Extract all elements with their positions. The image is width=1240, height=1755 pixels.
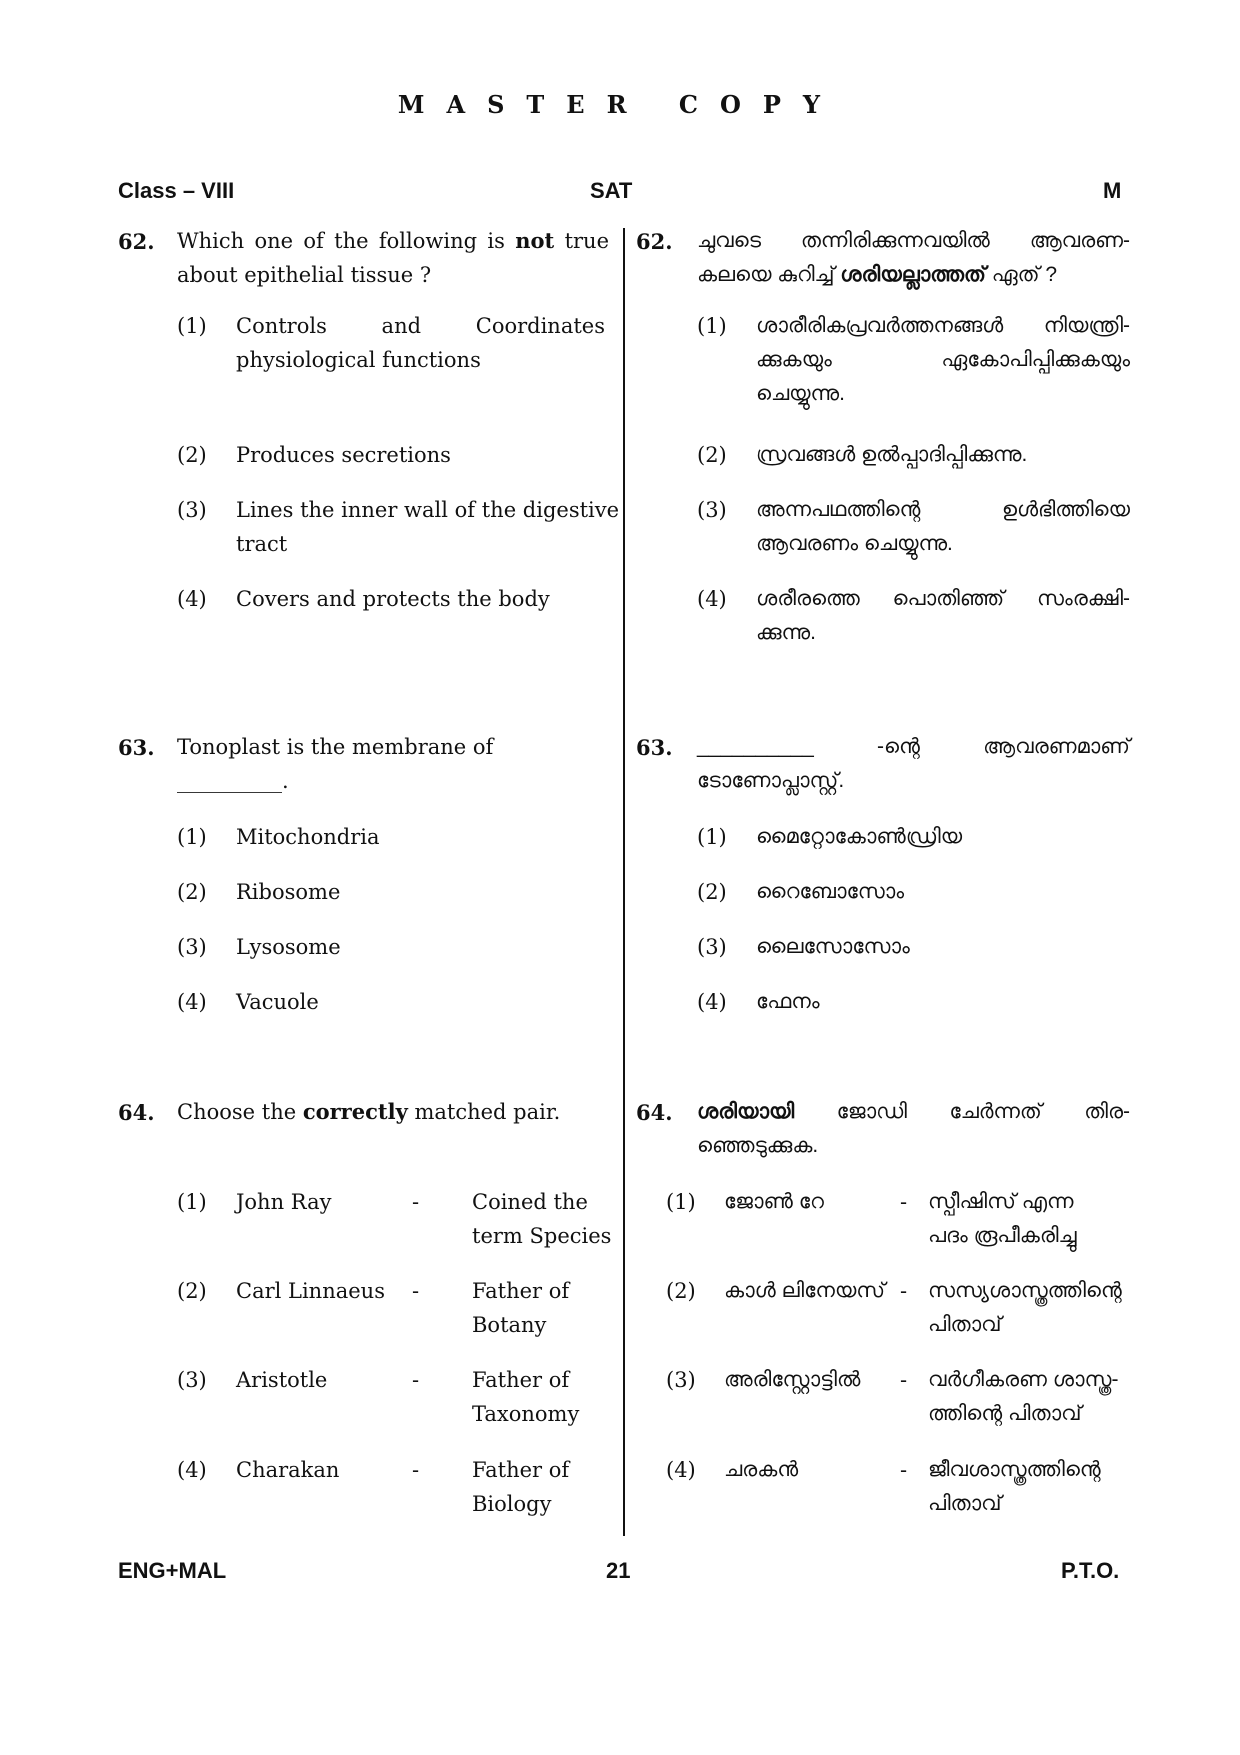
- option-desc-line2: Botany: [472, 1313, 547, 1337]
- dash: -: [900, 1190, 908, 1214]
- option-text: മൈറ്റോകോൺഡ്രിയ: [756, 825, 963, 848]
- option-number: (4): [177, 1458, 207, 1482]
- option-text: ഫേനം: [756, 990, 820, 1013]
- dash: -: [412, 1190, 420, 1214]
- option-text: റൈബോസോം: [756, 880, 905, 903]
- option-name: Carl Linnaeus: [236, 1279, 385, 1303]
- option-number: (2): [697, 443, 727, 467]
- option-desc-line2: ത്തിന്റെ പിതാവ്: [928, 1402, 1082, 1425]
- option-text: ശാരീരികപ്രവർത്തനങ്ങൾ നിയന്ത്രി-: [756, 314, 1130, 337]
- option-number: (2): [177, 1279, 207, 1303]
- option-text-line2: ക്കുകയും ഏകോപിപ്പിക്കുകയും: [756, 348, 1130, 371]
- dash: -: [412, 1458, 420, 1482]
- option-number: (1): [666, 1190, 696, 1214]
- option-text: സ്രവങ്ങൾ ഉൽപ്പാദിപ്പിക്കുന്നു.: [756, 443, 1028, 466]
- option-number: (2): [697, 880, 727, 904]
- class-label: Class – VIII: [118, 178, 235, 203]
- option-desc: Father of: [472, 1279, 570, 1303]
- option-number: (1): [697, 314, 727, 338]
- option-number: (4): [177, 990, 207, 1014]
- question-number: 63.: [118, 735, 155, 760]
- option-name: ചരകൻ: [724, 1458, 799, 1481]
- option-name: Charakan: [236, 1458, 340, 1482]
- option-text: Controls and Coordinates: [236, 314, 605, 338]
- option-number: (3): [697, 935, 727, 959]
- question-number: 64.: [118, 1100, 155, 1125]
- option-number: (1): [697, 825, 727, 849]
- option-desc: Father of: [472, 1458, 570, 1482]
- option-text-line2: ക്കുന്നു.: [756, 621, 816, 644]
- option-desc-line2: Taxonomy: [472, 1402, 580, 1426]
- option-desc-line2: പിതാവ്: [928, 1492, 1002, 1515]
- option-text: അന്നപഥത്തിന്റെ ഉൾഭിത്തിയെ: [756, 498, 1130, 521]
- option-text: Lines the inner wall of the digestive: [236, 498, 620, 522]
- question-text: ചുവടെ തന്നിരിക്കുന്നവയിൽ ആവരണ-: [697, 229, 1130, 252]
- option-desc-line2: term Species: [472, 1224, 612, 1248]
- dash: -: [900, 1458, 908, 1482]
- option-number: (1): [177, 1190, 207, 1214]
- option-number: (1): [177, 314, 207, 338]
- pto-label: P.T.O.: [1061, 1558, 1120, 1583]
- dash: -: [412, 1368, 420, 1392]
- option-number: (3): [697, 498, 727, 522]
- option-text: ലൈസോസോം: [756, 935, 910, 958]
- option-name: കാൾ ലിനേയസ്: [724, 1279, 886, 1302]
- option-number: (2): [666, 1279, 696, 1303]
- option-text: Produces secretions: [236, 443, 451, 467]
- column-divider: [623, 228, 625, 1536]
- option-number: (1): [177, 825, 207, 849]
- question-text: ശരിയായി ജോഡി ചേർന്നത് തിര-: [697, 1100, 1130, 1123]
- question-text: Choose the correctly matched pair.: [177, 1099, 561, 1124]
- exam-label: SAT: [590, 178, 633, 203]
- option-text: Mitochondria: [236, 825, 380, 849]
- option-number: (3): [177, 498, 207, 522]
- question-text-line2: about epithelial tissue ?: [177, 263, 432, 287]
- question-text-line2: ഞ്ഞെടുക്കുക.: [697, 1134, 819, 1157]
- option-text: ശരീരത്തെ പൊതിഞ്ഞ് സംരക്ഷി-: [756, 587, 1130, 610]
- option-text-line2: physiological functions: [236, 348, 481, 372]
- option-number: (4): [177, 587, 207, 611]
- emphasis: not: [515, 228, 555, 253]
- question-number: 63.: [636, 735, 673, 760]
- question-text-line2: ടോണോപ്ലാസ്റ്റ്.: [697, 769, 845, 792]
- option-desc: സസ്യശാസ്ത്രത്തിന്റെ: [928, 1279, 1122, 1302]
- option-number: (4): [666, 1458, 696, 1482]
- question-number: 64.: [636, 1100, 673, 1125]
- emphasis: correctly: [302, 1099, 408, 1124]
- option-name: അരിസ്റ്റോട്ടിൽ: [724, 1368, 861, 1391]
- option-desc: Coined the: [472, 1190, 588, 1214]
- question-text: Tonoplast is the membrane of __________.: [177, 735, 494, 793]
- option-number: (3): [666, 1368, 696, 1392]
- option-number: (4): [697, 990, 727, 1014]
- paper-code: M: [1103, 178, 1122, 203]
- footer-language: ENG+MAL: [118, 1558, 227, 1583]
- question-number: 62.: [118, 229, 155, 254]
- option-number: (3): [177, 1368, 207, 1392]
- option-desc: ജീവശാസ്ത്രത്തിന്റെ: [928, 1458, 1101, 1481]
- option-text-line2: ആവരണം ചെയ്യുന്നു.: [756, 532, 953, 555]
- question-text: Which one of the following is not true: [177, 228, 609, 253]
- option-number: (4): [697, 587, 727, 611]
- option-desc-line2: Biology: [472, 1492, 552, 1516]
- option-desc-line2: പിതാവ്: [928, 1313, 1002, 1336]
- option-desc: Father of: [472, 1368, 570, 1392]
- option-text: Vacuole: [236, 990, 319, 1014]
- option-desc: വർഗീകരണ ശാസ്ത്ര-: [928, 1368, 1119, 1391]
- option-number: (3): [177, 935, 207, 959]
- page-number: 21: [606, 1558, 631, 1583]
- option-number: (2): [177, 880, 207, 904]
- emphasis: ശരിയല്ലാത്തത്: [840, 263, 986, 286]
- emphasis: ശരിയായി: [697, 1100, 795, 1123]
- option-text: Lysosome: [236, 935, 341, 959]
- dash: -: [412, 1279, 420, 1303]
- option-name: Aristotle: [236, 1368, 328, 1392]
- option-name: ജോൺ റേ: [724, 1190, 824, 1213]
- option-text-line3: ചെയ്യുന്നു.: [756, 382, 845, 405]
- option-desc: സ്പീഷിസ് എന്ന: [928, 1190, 1074, 1213]
- question-text: __________ -ന്റെ ആവരണമാണ്: [697, 735, 1130, 758]
- option-desc-line2: പദം രൂപീകരിച്ചു: [928, 1224, 1077, 1247]
- option-name: John Ray: [236, 1190, 332, 1214]
- dash: -: [900, 1368, 908, 1392]
- question-text-line2: കലയെ കുറിച്ച് ശരിയല്ലാത്തത് ഏത് ?: [697, 263, 1058, 286]
- dash: -: [900, 1279, 908, 1303]
- option-number: (2): [177, 443, 207, 467]
- master-copy-banner: MASTER COPY: [397, 90, 843, 119]
- option-text: Covers and protects the body: [236, 587, 550, 611]
- question-number: 62.: [636, 229, 673, 254]
- option-text: Ribosome: [236, 880, 341, 904]
- option-text-line2: tract: [236, 532, 288, 556]
